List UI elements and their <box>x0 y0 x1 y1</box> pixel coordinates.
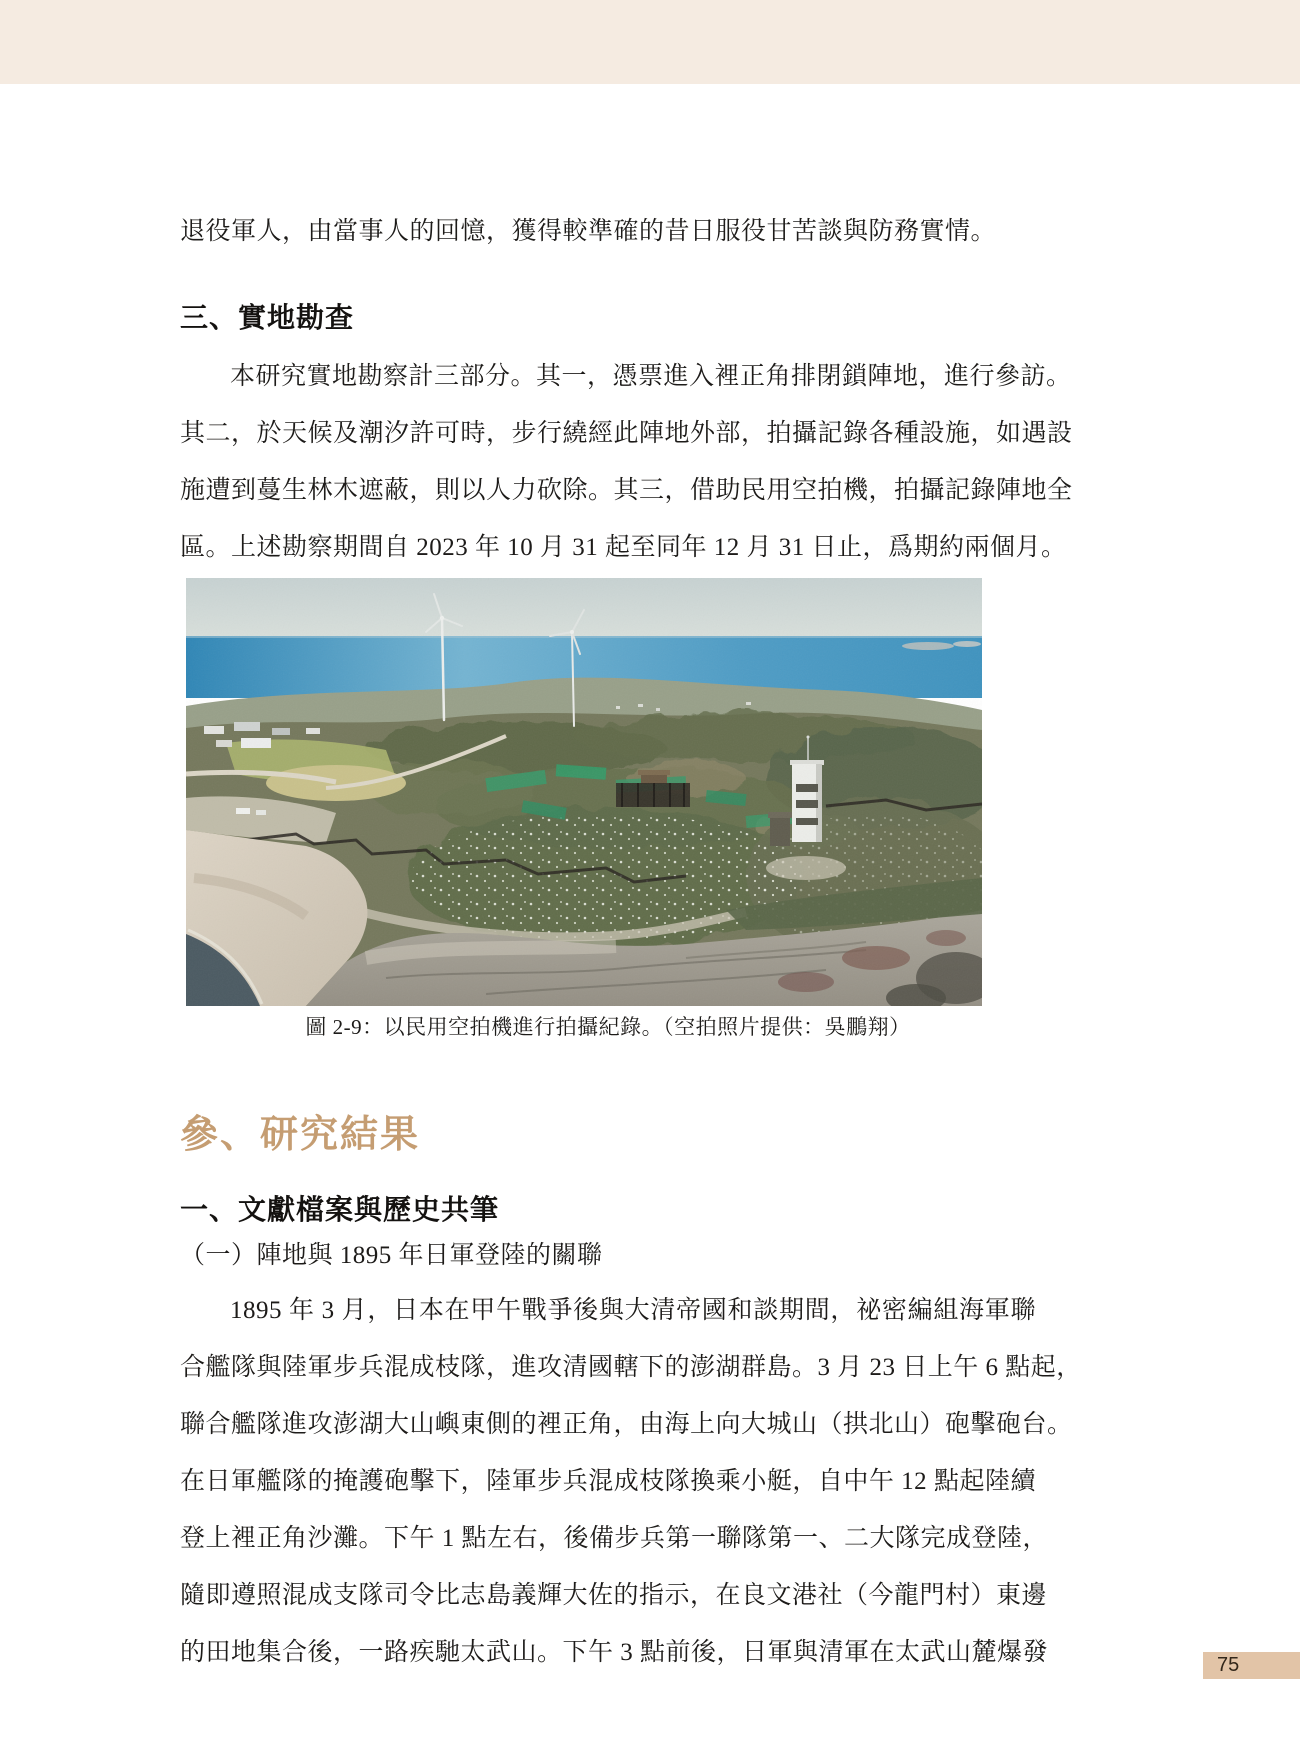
body-text-line: 在日軍艦隊的掩護砲擊下，陸軍步兵混成枝隊換乘小艇，自中午 12 點起陸續 <box>180 1468 1036 1495</box>
body-text-line: 聯合艦隊進攻澎湖大山嶼東側的裡正角，由海上向大城山（拱北山）砲擊砲台。 <box>180 1411 1073 1438</box>
page-number: 75 <box>1217 1654 1240 1676</box>
body-text-line: 合艦隊與陸軍步兵混成枝隊，進攻清國轄下的澎湖群島。3 月 23 日上午 6 點起， <box>180 1354 1082 1381</box>
results-paragraph <box>180 1282 1082 1681</box>
section-heading-survey: 三、實地勘查 <box>180 302 355 333</box>
subsection-heading-archives: 一、文獻檔案與歷史共筆 <box>180 1194 500 1225</box>
aerial-photo <box>186 578 982 1006</box>
body-text-line: 登上裡正角沙灘。下午 1 點左右，後備步兵第一聯隊第一、二大隊完成登陸， <box>180 1525 1049 1552</box>
figure-2-9 <box>186 578 982 1006</box>
photo-grain <box>186 578 982 1006</box>
figure-caption: 圖 2-9：以民用空拍機進行拍攝紀錄。（空拍照片提供：吳鵬翔） <box>305 1015 911 1039</box>
intro-paragraph <box>180 203 1036 260</box>
body-text-line: 施遭到蔓生林木遮蔽，則以人力砍除。其三，借助民用空拍機，拍攝記錄陣地全 <box>180 477 1073 504</box>
body-text-line: 區。上述勘察期間自 2023 年 10 月 31 起至同年 12 月 31 日止，爲期約兩個月。 <box>180 534 1067 561</box>
section-heading-results: 參、研究結果 <box>180 1114 421 1156</box>
body-text-line: 退役軍人，由當事人的回憶，獲得較準確的昔日服役甘苦談與防務實情。 <box>180 218 997 245</box>
survey-paragraph <box>180 348 1073 576</box>
body-text-line: 其二，於天候及潮汐許可時，步行繞經此陣地外部，拍攝記錄各種設施，如遇設 <box>180 420 1073 447</box>
body-text-line: 的田地集合後，一路疾馳太武山。下午 3 點前後，日軍與清軍在太武山麓爆發 <box>180 1639 1049 1666</box>
body-text-line: 1895 年 3 月，日本在甲午戰爭後與大清帝國和談期間，祕密編組海軍聯 <box>230 1297 1036 1324</box>
body-text-line: 隨即遵照混成支隊司令比志島義輝大佐的指示，在良文港社（今龍門村）東邊 <box>180 1582 1048 1609</box>
top-banner <box>0 0 1300 84</box>
page-number-badge <box>1203 1652 1300 1679</box>
item-heading-1895: （一）陣地與 1895 年日軍登陸的關聯 <box>180 1242 603 1269</box>
body-text-line: 本研究實地勘察計三部分。其一，憑票進入裡正角排閉鎖陣地，進行參訪。 <box>230 363 1072 390</box>
